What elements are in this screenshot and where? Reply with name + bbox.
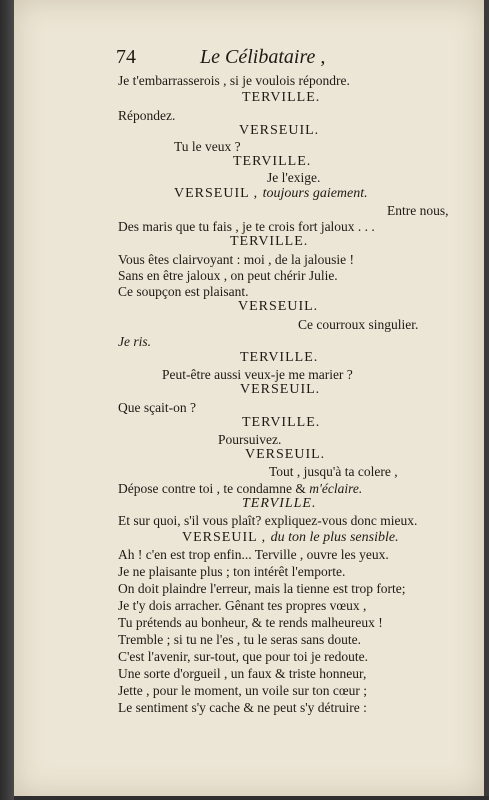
verse-line: Peut-être aussi veux-je me marier ? [162, 367, 353, 382]
speaker-name: TERVILLE. [240, 350, 319, 365]
speaker-name: TERVILLE. [242, 415, 321, 430]
speaker-name: VERSEUIL. [240, 382, 321, 397]
speaker-name [174, 186, 368, 202]
verse-line [118, 481, 362, 497]
verse-line: Ah ! c'en est trop enfin... Terville , ouvre les yeux. [118, 547, 389, 562]
verse-line: Tout , jusqu'à ta colere , [269, 464, 398, 479]
verse-line-text: Dépose contre toi , te condamne & [118, 481, 306, 496]
running-title: Le Célibataire , [200, 46, 326, 68]
verse-line: Ce courroux singulier. [298, 317, 419, 332]
verse-line: Le sentiment s'y cache & ne peut s'y détruire : [118, 700, 367, 715]
stage-direction: toujours gaiement. [262, 186, 368, 201]
verse-line: Tu le veux ? [174, 139, 241, 154]
verse-line: Je ne plaisante plus ; ton intérêt l'emporte. [118, 564, 346, 579]
book-page [14, 0, 484, 796]
verse-line: Que sçait-on ? [118, 400, 196, 415]
verse-line: Entre nous, [387, 203, 449, 218]
verse-line: Je t'y dois arracher. Gênant tes propres vœux , [118, 598, 367, 613]
verse-line: Sans en être jaloux , on peut chérir Julie. [118, 268, 338, 283]
verse-line: Des maris que tu fais , je te crois fort jaloux . . . [118, 219, 375, 234]
speaker-name-text: VERSEUIL , [182, 530, 267, 545]
verse-line-italic: m'éclaire. [309, 481, 363, 496]
verse-line: Tremble ; si tu ne l'es , tu le seras sans doute. [118, 632, 362, 647]
verse-line: Et sur quoi, s'il vous plaît? expliquez-vous donc mieux. [118, 513, 418, 528]
book-gutter [0, 0, 14, 800]
verse-line: Une sorte d'orgueil , un faux & triste honneur, [118, 666, 367, 681]
verse-line: Je l'exige. [267, 170, 321, 185]
verse-line: On doit plaindre l'erreur, mais la tienne est trop forte; [118, 581, 406, 596]
verse-line: Je ris. [118, 334, 151, 349]
verse-line: Poursuivez. [218, 432, 282, 447]
speaker-name-text: VERSEUIL , [174, 186, 259, 201]
stage-direction: du ton le plus sensible. [270, 530, 399, 545]
verse-line: Répondez. [118, 108, 176, 123]
verse-line: C'est l'avenir, sur-tout, que pour toi je redoute. [118, 649, 368, 664]
speaker-name: TERVILLE. [230, 234, 309, 249]
verse-line: Vous êtes clairvoyant : moi , de la jalousie ! [118, 252, 354, 267]
speaker-name: TERVILLE. [242, 496, 317, 511]
verse-line: Je t'embarrasserois , si je voulois répondre. [118, 73, 350, 88]
verse-line: Jette , pour le moment, un voile sur ton cœur ; [118, 683, 367, 698]
speaker-name: VERSEUIL. [239, 123, 320, 138]
page-bottom-edge [14, 796, 489, 800]
page-number: 74 [116, 46, 136, 68]
speaker-name: VERSEUIL. [238, 299, 319, 314]
speaker-name: TERVILLE. [242, 90, 321, 105]
speaker-name: VERSEUIL. [245, 447, 326, 462]
speaker-name [182, 530, 399, 546]
verse-line: Tu prétends au bonheur, & te rends malheureux ! [118, 615, 383, 630]
speaker-name: TERVILLE. [233, 154, 312, 169]
verse-line: Ce soupçon est plaisant. [118, 284, 249, 299]
